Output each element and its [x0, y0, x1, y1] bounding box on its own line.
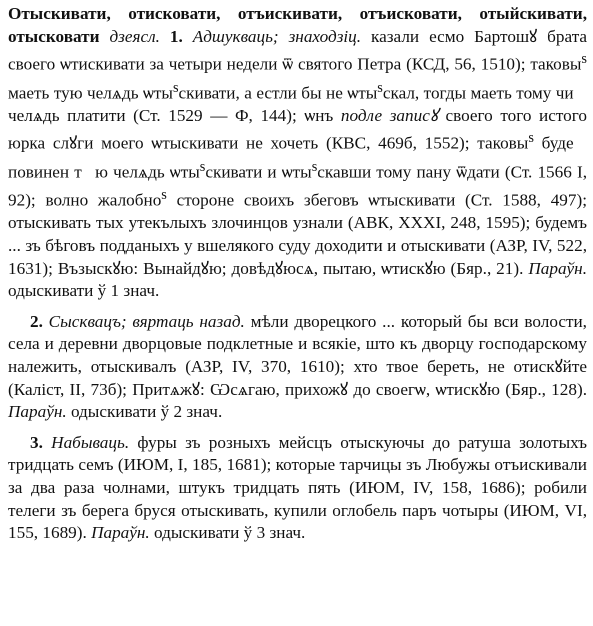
headword: Отыскивати, отисковати, отъискивати, отъисковати, отыйскивати, отысковати	[8, 4, 587, 46]
cross-ref-label: Параўн.	[91, 523, 150, 543]
italic-phrase: подле записꙋ	[340, 105, 438, 125]
sense-text: скавши тому пану ѿдати (Ст. 1566 I, 92); волно жалобно	[8, 162, 587, 210]
superscript-mark: s	[161, 187, 167, 204]
sense-number: 2.	[30, 311, 43, 331]
sense-text: фуры зъ розныхъ мейсцъ отыскуючы до ратуша золотыхъ тридцать семъ (ИЮМ, I, 185, 1681); которые тарчицы зъ Любужы отъискивали за два раза чолнами, штукъ тридцать пять (ИЮМ, IV, 158, 1686); робили телеги зъ берега бруся отыскивать, купили оглобель паръ чотыры (ИЮМ, VI, 155, 1689).	[8, 432, 588, 543]
sense-gloss: Набываць.	[51, 432, 130, 452]
sense-text: скивати, а естли бы не ѡты	[178, 83, 378, 103]
entry-sense-3	[8, 432, 587, 545]
sense-text: мѣли дворецкого ... который бы вси волости, села и деревни дворцовые подклетные и всякіе, што къ дворцу господарскому належить, отыскивалъ (АЗР, IV, 370, 1610); хто твое береть, не отискꙋйте (Каліст, II, 73б); Притѧжꙋ: Ѡсѧгаю, прихожꙋ до своегѡ, ѡтискꙋю (Бяр., 128).	[8, 311, 587, 399]
entry-sense-1	[8, 3, 587, 303]
cross-ref: одыскивати ў 1 знач.	[8, 281, 160, 301]
sense-text: будеⷮ повинен тꙋю челѧдь ѡты	[8, 134, 588, 182]
sense-text: скал, тогды маеть тому чиⷨ челѧдь платити (Ст. 1529 — Ф, 144); ѡнъ	[8, 83, 587, 125]
superscript-mark: s	[199, 158, 206, 175]
part-of-speech: дзеясл.	[109, 26, 160, 46]
sense-text: маеть тую челѧдь ѡты	[8, 83, 173, 103]
cross-ref: одыскивати ў 3 знач.	[149, 523, 306, 543]
sense-text: стороне своихъ збеговъ ѡтыскивати (Ст. 1588, 497); отыскивать тых утекълыхъ злочинцов узнали (АВК, XXXI, 248, 1595); будемъ ... зъ бѣговъ подданыхъ у вшелякого суду доходити и отыскивати (АЗР, IV, 522, 1631); Възыскꙋю: Вынайдꙋю; довѣдꙋюсѧ, пытаю, ѡтискꙋю (Бяр., 21).	[8, 190, 587, 278]
superscript-mark: s	[581, 51, 587, 68]
entry-sense-2	[8, 311, 587, 424]
sense-number: 1.	[169, 26, 183, 46]
sense-gloss: Сысквацъ; вяртаць назад.	[48, 311, 245, 331]
superscript-mark: s	[528, 130, 534, 147]
sense-number: 3.	[30, 432, 43, 452]
cross-ref-label: Параўн.	[528, 258, 587, 278]
cross-ref: одыскивати ў 2 знач.	[66, 402, 223, 422]
cross-ref-label: Параўн.	[8, 402, 67, 422]
superscript-mark: s	[311, 158, 318, 175]
sense-text: своего того истого юрка слꙋги моего ѡтыскивати не хочеть (КВС, 469б, 1552); таковы	[8, 105, 587, 154]
superscript-mark: s	[172, 79, 179, 96]
sense-text: казали есмо Бартошꙋ брата своего ѡтискивати за четыри недели ѿ святого Петра (КСД, 56, 1510); таковы	[8, 26, 588, 74]
sense-text: скивати и ѡты	[205, 162, 312, 182]
sense-gloss: Адшукваць; знаходзіц.	[192, 26, 362, 46]
superscript-mark: s	[377, 79, 383, 96]
